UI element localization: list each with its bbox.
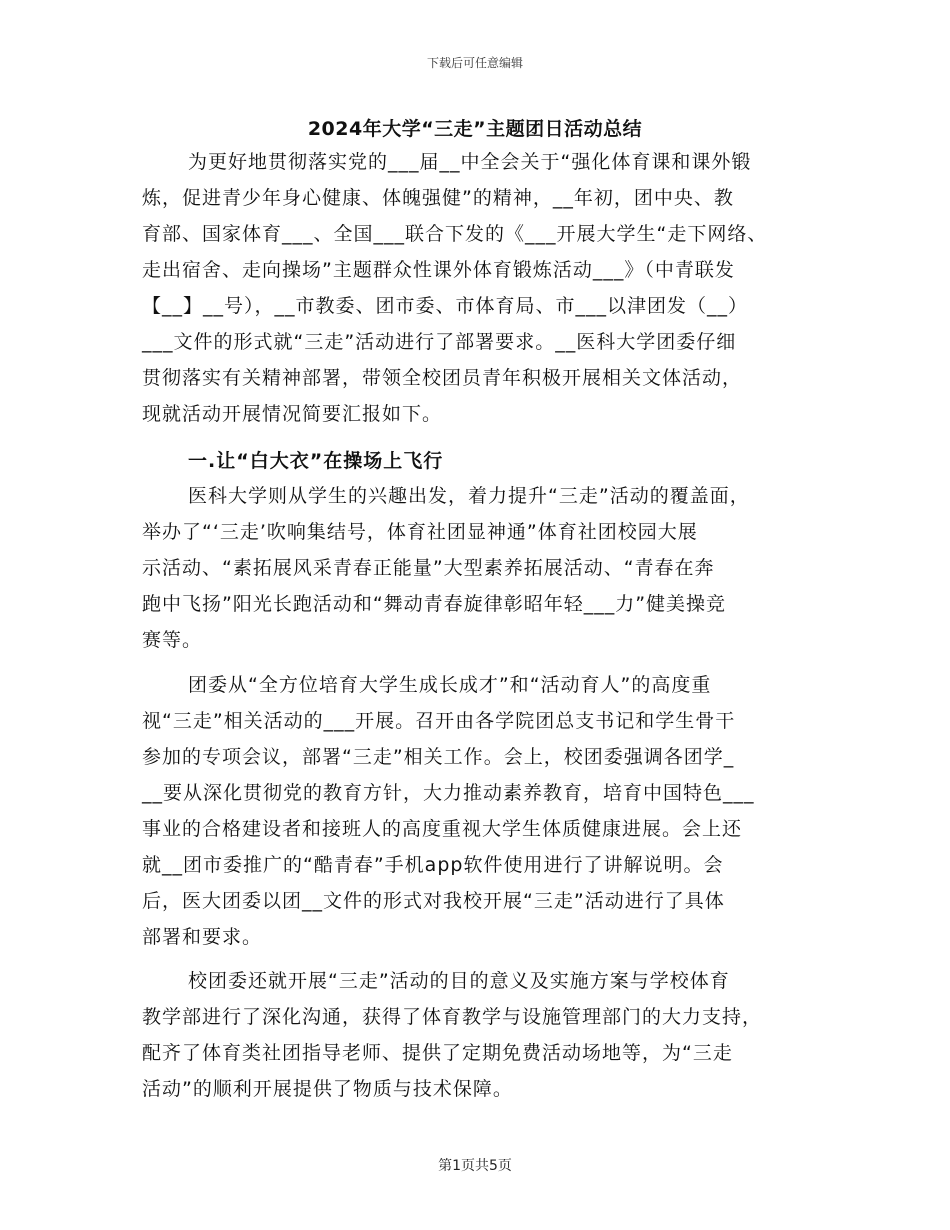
text-line: 后，医大团委以团__文件的形式对我校开展“三走”活动进行了具体 bbox=[142, 890, 725, 912]
text-line: ___文件的形式就“三走”活动进行了部署要求。__医科大学团委仔细 bbox=[142, 331, 737, 353]
document-title: 2024年大学“三走”主题团日活动总结 bbox=[307, 118, 643, 140]
text-line: 医科大学则从学生的兴趣出发，着力提升“三走”活动的覆盖面， bbox=[188, 485, 750, 507]
text-line: 跑中飞扬”阳光长跑活动和“舞动青春旋律彰昭年轻___力”健美操竞 bbox=[142, 593, 727, 615]
page-number: 第1页共5页 bbox=[438, 1158, 512, 1174]
text-line: 事业的合格建设者和接班人的高度重视大学生体质健康进展。会上还 bbox=[142, 818, 743, 840]
text-line: 示活动、“素拓展风采青春正能量”大型素养拓展活动、“青春在奔 bbox=[142, 557, 715, 579]
text-line: 赛等。 bbox=[142, 629, 203, 651]
text-line: 为更好地贯彻落实党的___届__中全会关于“强化体育课和课外锻 bbox=[188, 151, 752, 173]
text-line: 贯彻落实有关精神部署，带领全校团员青年积极开展相关文体活动， bbox=[142, 367, 743, 389]
text-line: 团委从“全方位培育大学生成长成才”和“活动育人”的高度重 bbox=[188, 674, 712, 696]
text-line: 参加的专项会议，部署“三走”相关工作。会上，校团委强调各团学_ bbox=[142, 746, 735, 768]
text-line: 育部、国家体育___、全国___联合下发的《___开展大学生“走下网络、 bbox=[142, 223, 768, 245]
page-header-note: 下载后可任意编辑 bbox=[426, 56, 523, 70]
text-line: __要从深化贯彻党的教育方针，大力推动素养教育，培育中国特色___ bbox=[142, 782, 755, 804]
text-line: 教学部进行了深化沟通，获得了体育教学与设施管理部门的大力支持， bbox=[142, 1006, 763, 1028]
text-line: 配齐了体育类社团指导老师、提供了定期免费活动场地等，为“三走 bbox=[142, 1042, 733, 1064]
text-line: 【__】__号），__市教委、团市委、市体育局、市___以津团发（__） bbox=[142, 295, 749, 317]
text-line: 活动”的顺利开展提供了物质与技术保障。 bbox=[142, 1078, 513, 1100]
text-line: 炼，促进青少年身心健康、体魄强健”的精神，__年初，团中央、教 bbox=[142, 187, 734, 209]
text-line: 现就活动开展情况简要汇报如下。 bbox=[142, 403, 443, 425]
text-line: 校团委还就开展“三走”活动的目的意义及实施方案与学校体育 bbox=[188, 970, 730, 992]
text-line: 举办了“‘三走’吹响集结号，体育社团显神通”体育社团校园大展 bbox=[142, 521, 698, 543]
text-line: 部署和要求。 bbox=[142, 926, 263, 948]
text-line: 就__团市委推广的“酷青春”手机app软件使用进行了讲解说明。会 bbox=[142, 854, 724, 876]
text-line: 走出宿舍、走向操场”主题群众性课外体育锻炼活动___》（中青联发 bbox=[142, 259, 735, 281]
text-line: 视“三走”相关活动的___开展。召开由各学院团总支书记和学生骨干 bbox=[142, 710, 736, 732]
section-heading: 一.让“白大衣”在操场上飞行 bbox=[188, 450, 444, 472]
